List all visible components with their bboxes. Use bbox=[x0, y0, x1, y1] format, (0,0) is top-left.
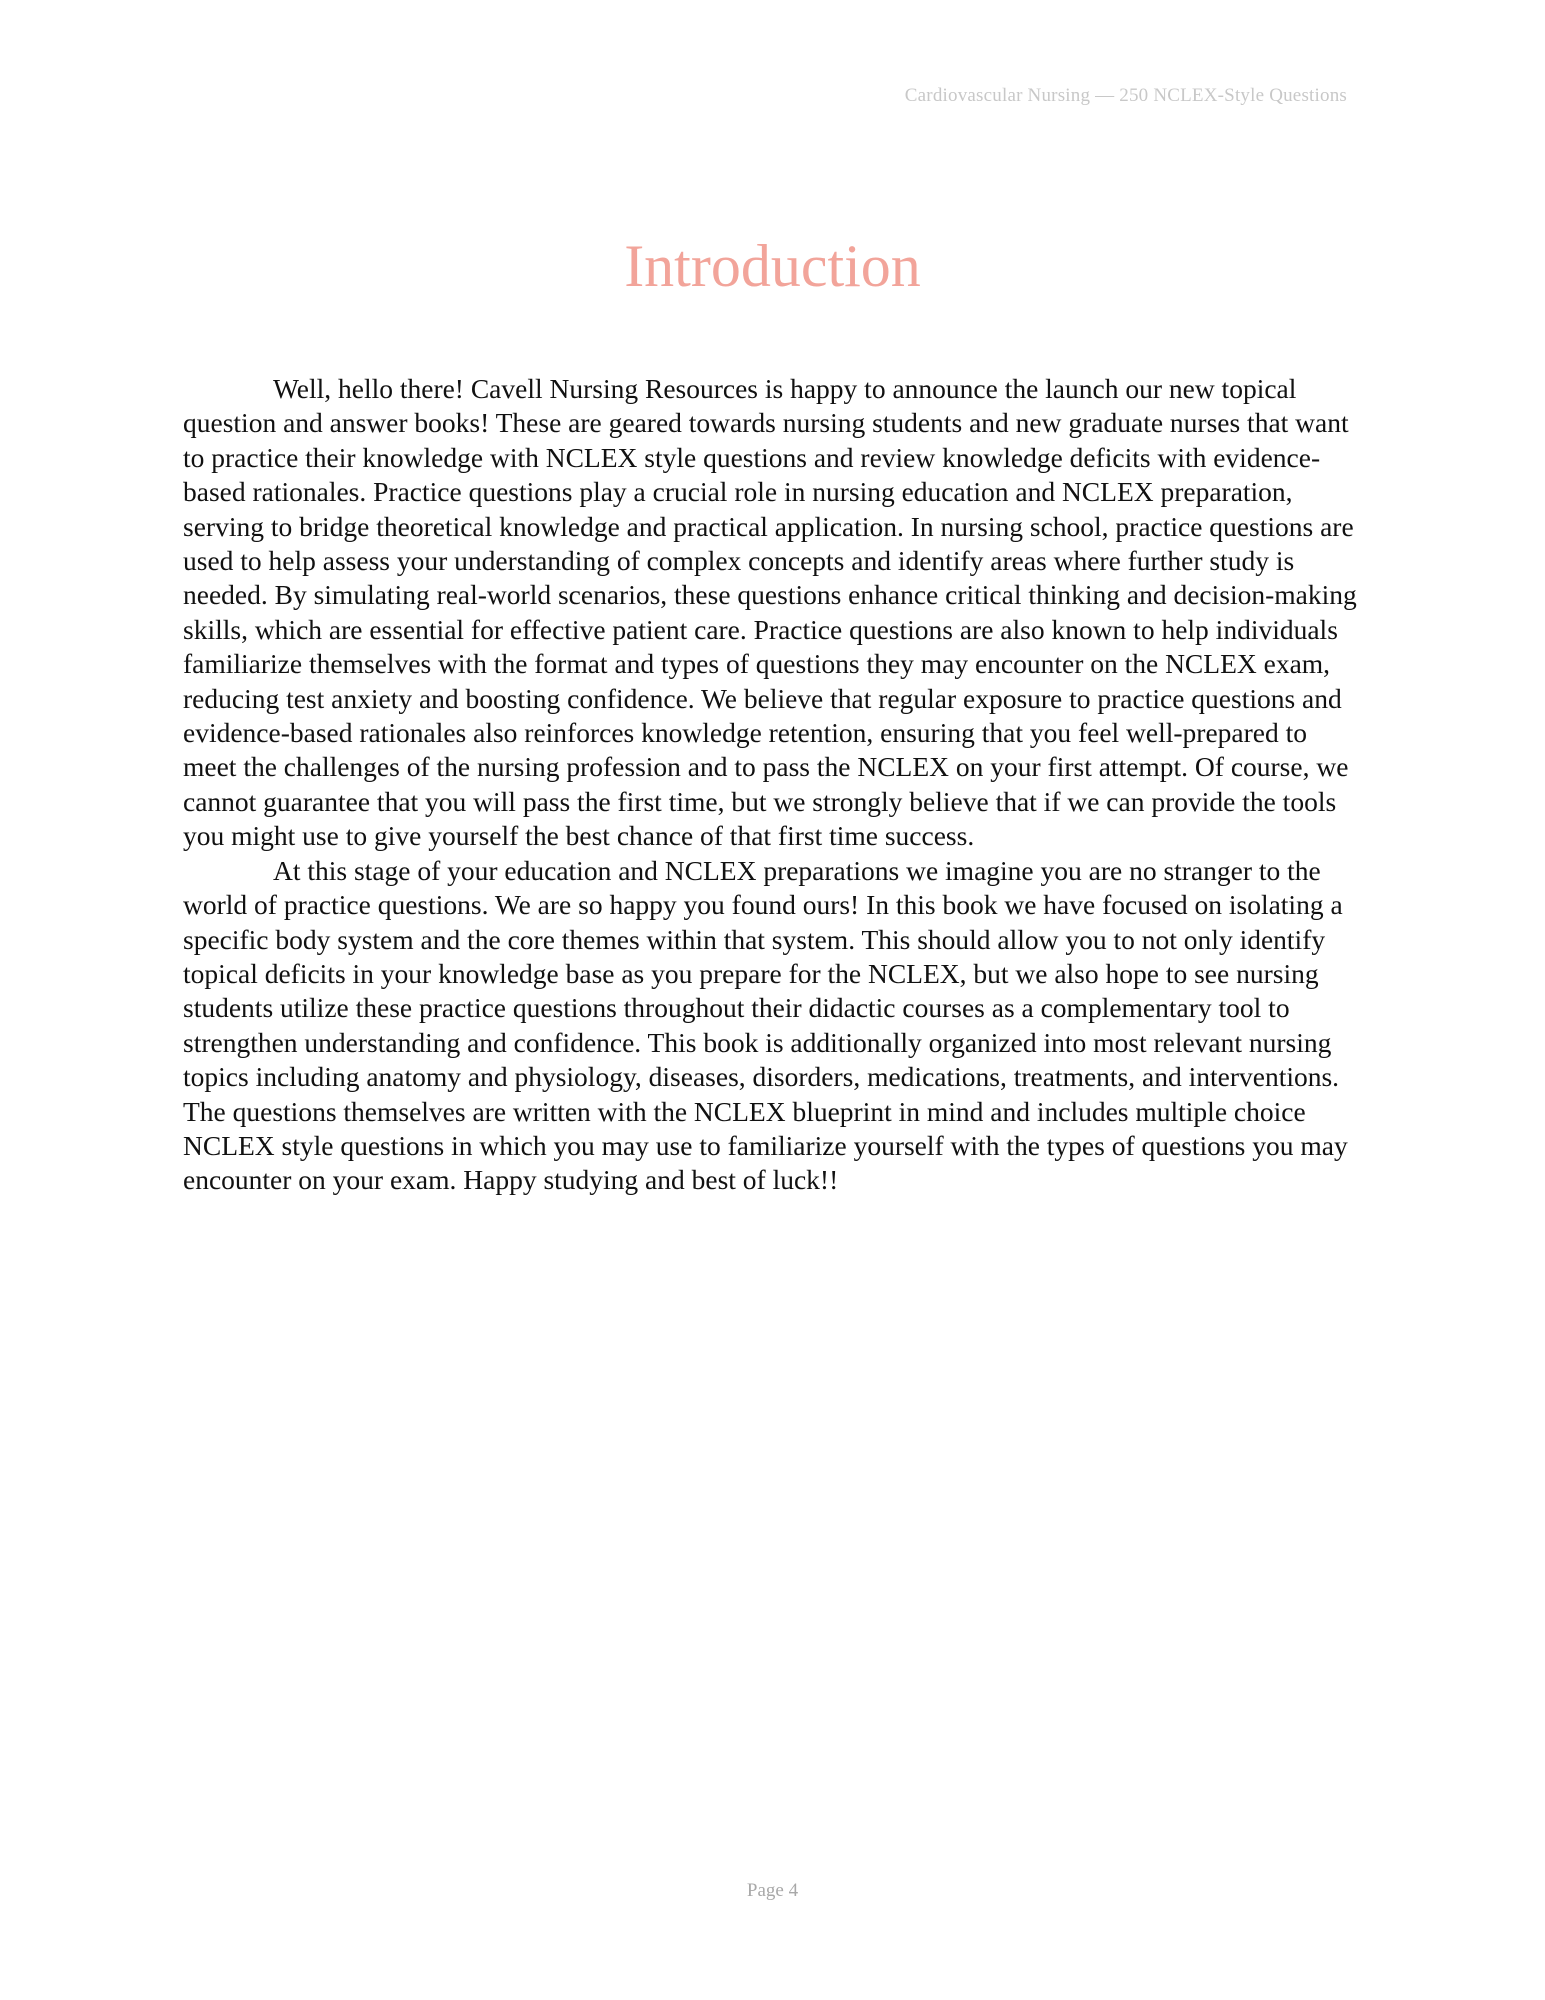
paragraph-1: Well, hello there! Cavell Nursing Resources is happy to announce the launch our new topical question and answer books! These are geared towards nursing students and new graduate nurses that want to practice their knowledge with NCLEX style questions and review knowledge deficits with evidence-based rationales. Practice questions play a crucial role in nursing education and NCLEX preparation, serving to bridge theoretical knowledge and practical application. In nursing school, practice questions are used to help assess your understanding of complex concepts and identify areas where further study is needed. By simulating real-world scenarios, these questions enhance critical thinking and decision-making skills, which are essential for effective patient care. Practice questions are also known to help individuals familiarize themselves with the format and types of questions they may encounter on the NCLEX exam, reducing test anxiety and boosting confidence. We believe that regular exposure to practice questions and evidence-based rationales also reinforces knowledge retention, ensuring that you feel well-prepared to meet the challenges of the nursing profession and to pass the NCLEX on your first attempt. Of course, we cannot guarantee that you will pass the first time, but we strongly believe that if we can provide the tools you might use to give yourself the best chance of that first time success. bbox=[183, 373, 1357, 852]
chapter-title: Introduction bbox=[624, 233, 921, 299]
page-number: Page 4 bbox=[746, 1880, 799, 1901]
paragraph-2: At this stage of your education and NCLEX preparations we imagine you are no stranger to the world of practice questions. We are so happy you found ours! In this book we have focused on isolating a specific body system and the core themes within that system. This should allow you to not only identify topical deficits in your knowledge base as you prepare for the NCLEX, but we also hope to see nursing students utilize these practice questions throughout their didactic courses as a complementary tool to strengthen understanding and confidence. This book is additionally organized into most relevant nursing topics including anatomy and physiology, diseases, disorders, medications, treatments, and interventions. The questions themselves are written with the NCLEX blueprint in mind and includes multiple choice NCLEX style questions in which you may use to familiarize yourself with the types of questions you may encounter on your exam. Happy studying and best of luck!! bbox=[183, 854, 1348, 1196]
running-header: Cardiovascular Nursing — 250 NCLEX-Style Questions bbox=[904, 85, 1347, 106]
body-text bbox=[183, 372, 1363, 1198]
